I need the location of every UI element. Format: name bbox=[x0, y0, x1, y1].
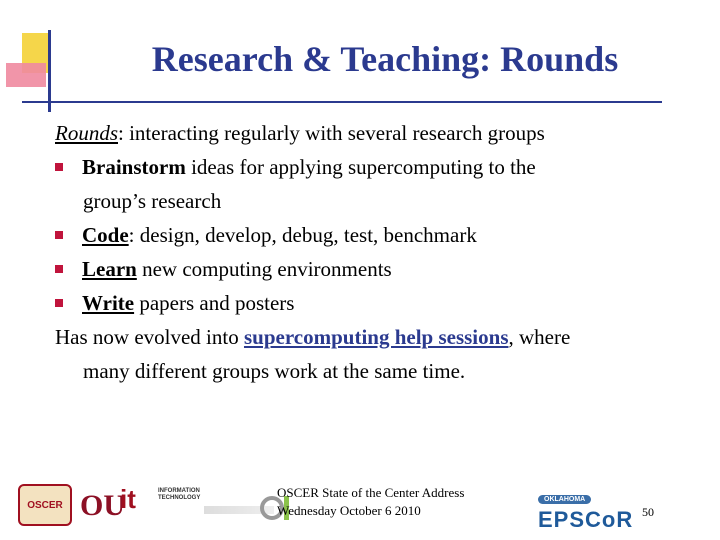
bullet-marker bbox=[55, 299, 63, 307]
it-logo-subtext: INFORMATION TECHNOLOGY bbox=[158, 488, 201, 501]
deco-horizontal-rule bbox=[22, 101, 662, 103]
help-sessions-link[interactable]: supercomputing help sessions bbox=[243, 325, 509, 349]
intro-term: Rounds bbox=[55, 121, 118, 145]
epscor-state-label: OKLAHOMA bbox=[538, 495, 591, 504]
intro-line bbox=[55, 116, 675, 150]
bullet-text: : design, develop, debug, test, benchmark bbox=[128, 223, 477, 247]
footer-caption bbox=[277, 484, 497, 520]
deco-vertical-rule bbox=[48, 30, 51, 112]
closing-after: , where bbox=[508, 325, 571, 349]
bullet-text: ideas for applying supercomputing to the bbox=[185, 155, 536, 179]
bullet-keyword: Brainstorm bbox=[82, 155, 186, 179]
bullet-keyword: Write bbox=[82, 291, 135, 315]
footer-line-2: Wednesday October 6 2010 bbox=[277, 503, 421, 518]
oscer-logo bbox=[18, 484, 72, 526]
bullet-marker bbox=[55, 163, 63, 171]
footer-line-1: OSCER State of the Center Address bbox=[277, 485, 465, 500]
bullet-item bbox=[55, 286, 675, 320]
closing-line bbox=[55, 320, 675, 354]
deco-pink-block bbox=[6, 63, 46, 87]
ou-logo-text: OU bbox=[80, 489, 125, 522]
bullet-item bbox=[55, 150, 675, 184]
bullet-keyword: Code bbox=[82, 223, 129, 247]
bullet-text: papers and posters bbox=[134, 291, 295, 315]
slide-title: Research & Teaching: Rounds bbox=[151, 39, 619, 79]
bullet-continuation: group’s research bbox=[83, 189, 222, 213]
slide-body bbox=[55, 116, 675, 388]
it-logo-text: it bbox=[120, 484, 136, 514]
slide-footer bbox=[0, 478, 720, 540]
bullet-keyword: Learn bbox=[82, 257, 137, 281]
closing-continuation: many different groups work at the same time. bbox=[83, 359, 466, 383]
bullet-text: new computing environments bbox=[136, 257, 392, 281]
page-number: 50 bbox=[642, 505, 654, 519]
ou-logo bbox=[80, 482, 125, 530]
intro-text: : interacting regularly with several research groups bbox=[118, 121, 545, 145]
epscor-logo bbox=[538, 488, 634, 532]
oscer-logo-text: OSCER bbox=[27, 499, 63, 511]
bullet-marker bbox=[55, 265, 63, 273]
bullet-item bbox=[55, 252, 675, 286]
closing-before: Has now evolved into bbox=[55, 325, 244, 349]
bullet-item bbox=[55, 218, 675, 252]
epscor-wordmark: EPSCoR bbox=[538, 507, 634, 532]
bullet-marker bbox=[55, 231, 63, 239]
it-logo bbox=[120, 484, 200, 526]
